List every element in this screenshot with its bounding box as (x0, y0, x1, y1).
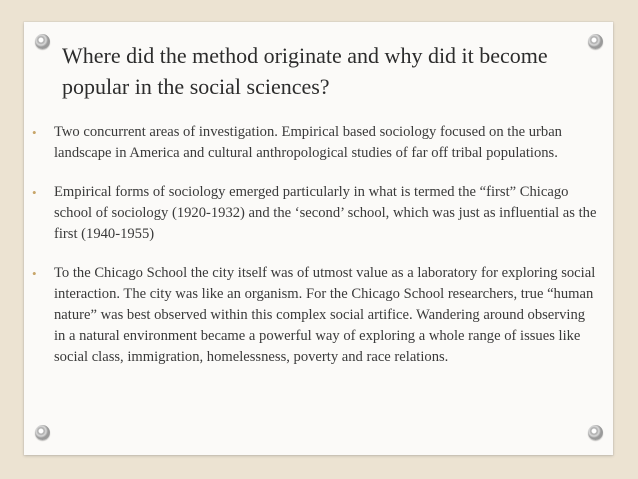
pushpin-icon (588, 34, 603, 49)
bullet-text: Empirical forms of sociology emerged particularly in what is termed the “first” Chicago school of sociology (1920-1932) and the ‘second’ school, which was just as influential as the first (1940-1955) (54, 184, 597, 242)
bullet-text: Two concurrent areas of investigation. Empirical based sociology focused on the urban landscape in America and cultural anthropological studies of far off tribal populations. (54, 124, 562, 161)
bullet-item (30, 182, 600, 245)
pushpin-icon (588, 425, 603, 440)
bullet-list (30, 122, 600, 368)
bullet-icon: • (32, 125, 37, 140)
pushpin-icon (35, 425, 50, 440)
bullet-icon: • (32, 266, 37, 281)
bullet-icon: • (32, 185, 37, 200)
bullet-item (30, 122, 600, 164)
bullet-text: To the Chicago School the city itself was of utmost value as a laboratory for exploring social interaction. The city was like an organism. For the Chicago School researchers, true “human nature” was best observed within this complex social artifice. Wandering around observing in a natural environment became a powerful way of exploring a whole range of issues like social class, immigration, homelessness, poverty and race relations. (54, 265, 596, 365)
bullet-item (30, 263, 600, 368)
pushpin-icon (35, 34, 50, 49)
slide-title: Where did the method originate and why did it become popular in the social sciences? (62, 43, 548, 99)
